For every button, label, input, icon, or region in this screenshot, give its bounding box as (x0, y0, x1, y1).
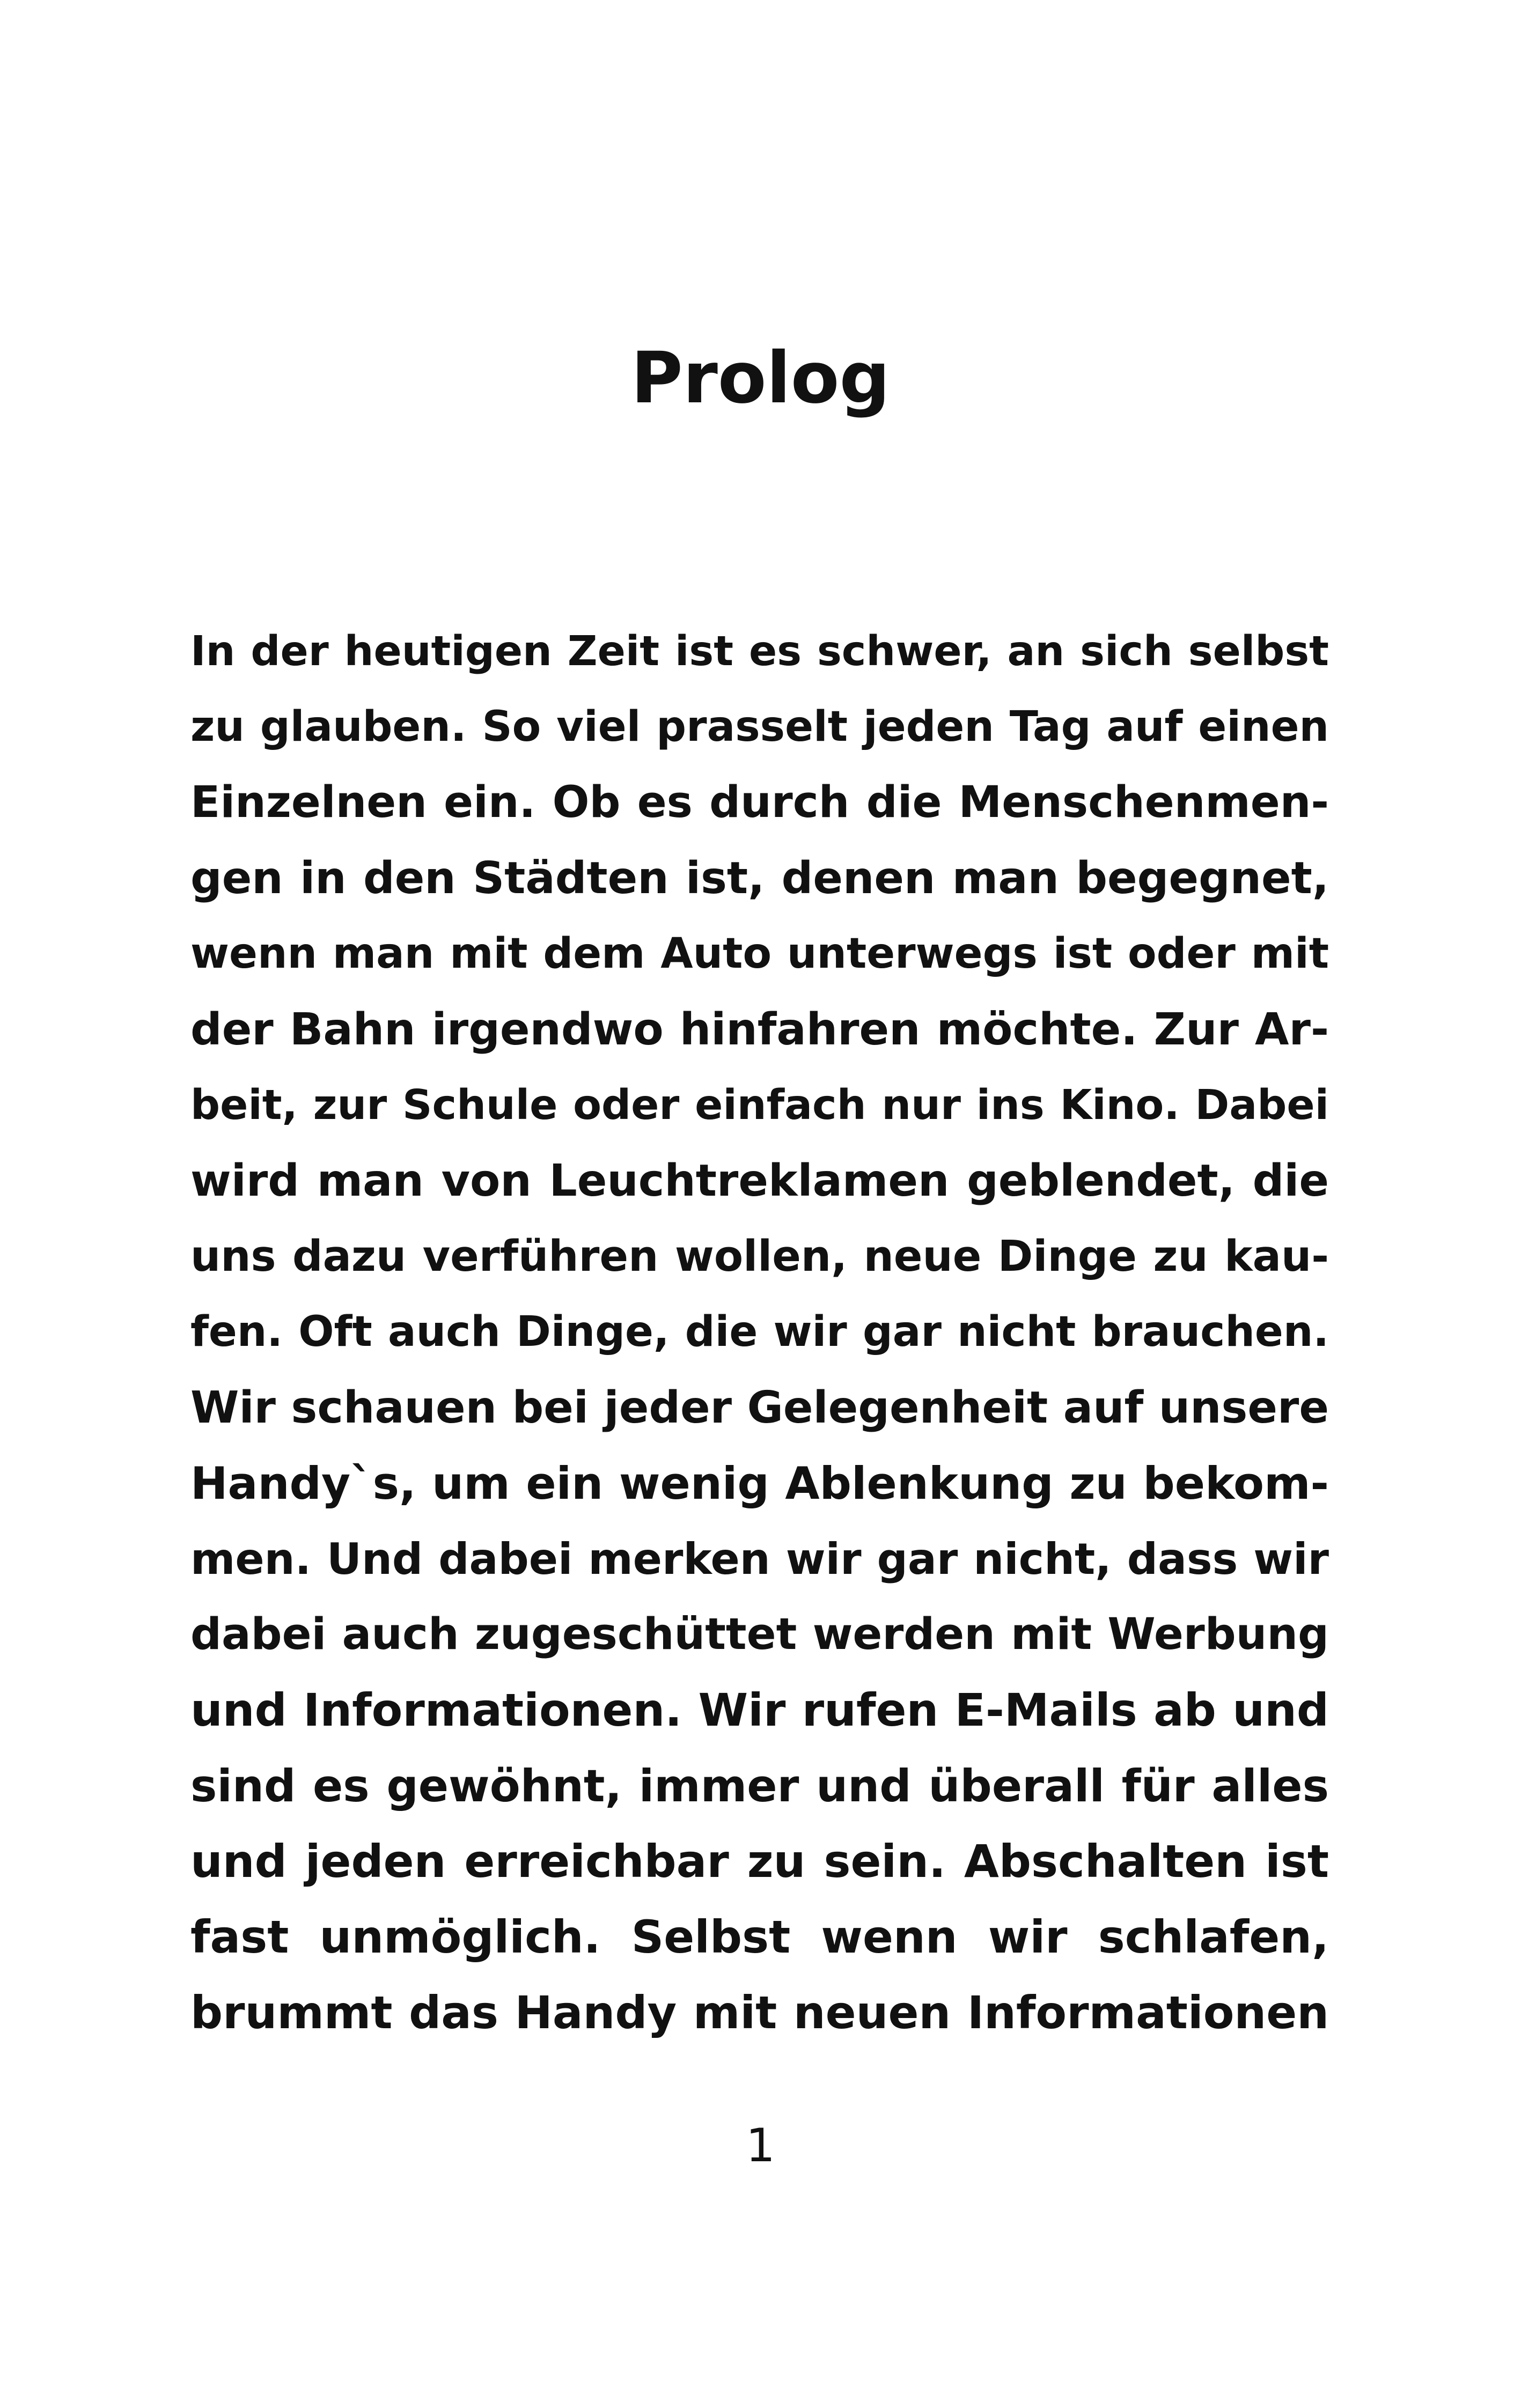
text-line: Einzelnen ein. Ob es durch die Menschenmen- (190, 777, 1329, 828)
text-line: In der heutigen Zeit ist es schwer, an sich selbst (190, 628, 1329, 675)
text-line: der Bahn irgendwo hinfahren möchte. Zur Ar- (190, 1004, 1329, 1055)
chapter-title: Prolog (631, 337, 890, 419)
body-text (190, 614, 1329, 2051)
text-line: wenn man mit dem Auto unterwegs ist oder mit (190, 930, 1329, 978)
page-number: 1 (746, 2119, 775, 2173)
text-line: gen in den Städten ist, denen man begegnet, (190, 853, 1329, 904)
text-line: Wir schauen bei jeder Gelegenheit auf unsere (190, 1382, 1329, 1433)
text-line: men. Und dabei merken wir gar nicht, dass wir (190, 1534, 1329, 1584)
text-line: und Informationen. Wir rufen E-Mails ab und (190, 1684, 1329, 1736)
text-line: dabei auch zugeschüttet werden mit Werbung (190, 1609, 1329, 1660)
text-line: beit, zur Schule oder einfach nur ins Kino. Dabei (190, 1081, 1329, 1129)
text-line: sind es gewöhnt, immer und überall für alles (190, 1760, 1329, 1812)
text-line: fast unmöglich. Selbst wenn wir schlafen, (190, 1911, 1329, 1963)
text-line: fen. Oft auch Dinge, die wir gar nicht brauchen. (190, 1308, 1329, 1356)
text-line: zu glauben. So viel prasselt jeden Tag auf einen (190, 703, 1329, 751)
text-line: Handy`s, um ein wenig Ablenkung zu bekom- (190, 1457, 1329, 1509)
text-line: wird man von Leuchtreklamen geblendet, die (190, 1155, 1329, 1206)
text-line: und jeden erreichbar zu sein. Abschalten ist (190, 1835, 1329, 1888)
text-line: brummt das Handy mit neuen Informationen (190, 1986, 1329, 2039)
text-line: uns dazu verführen wollen, neue Dinge zu kau- (190, 1232, 1329, 1281)
